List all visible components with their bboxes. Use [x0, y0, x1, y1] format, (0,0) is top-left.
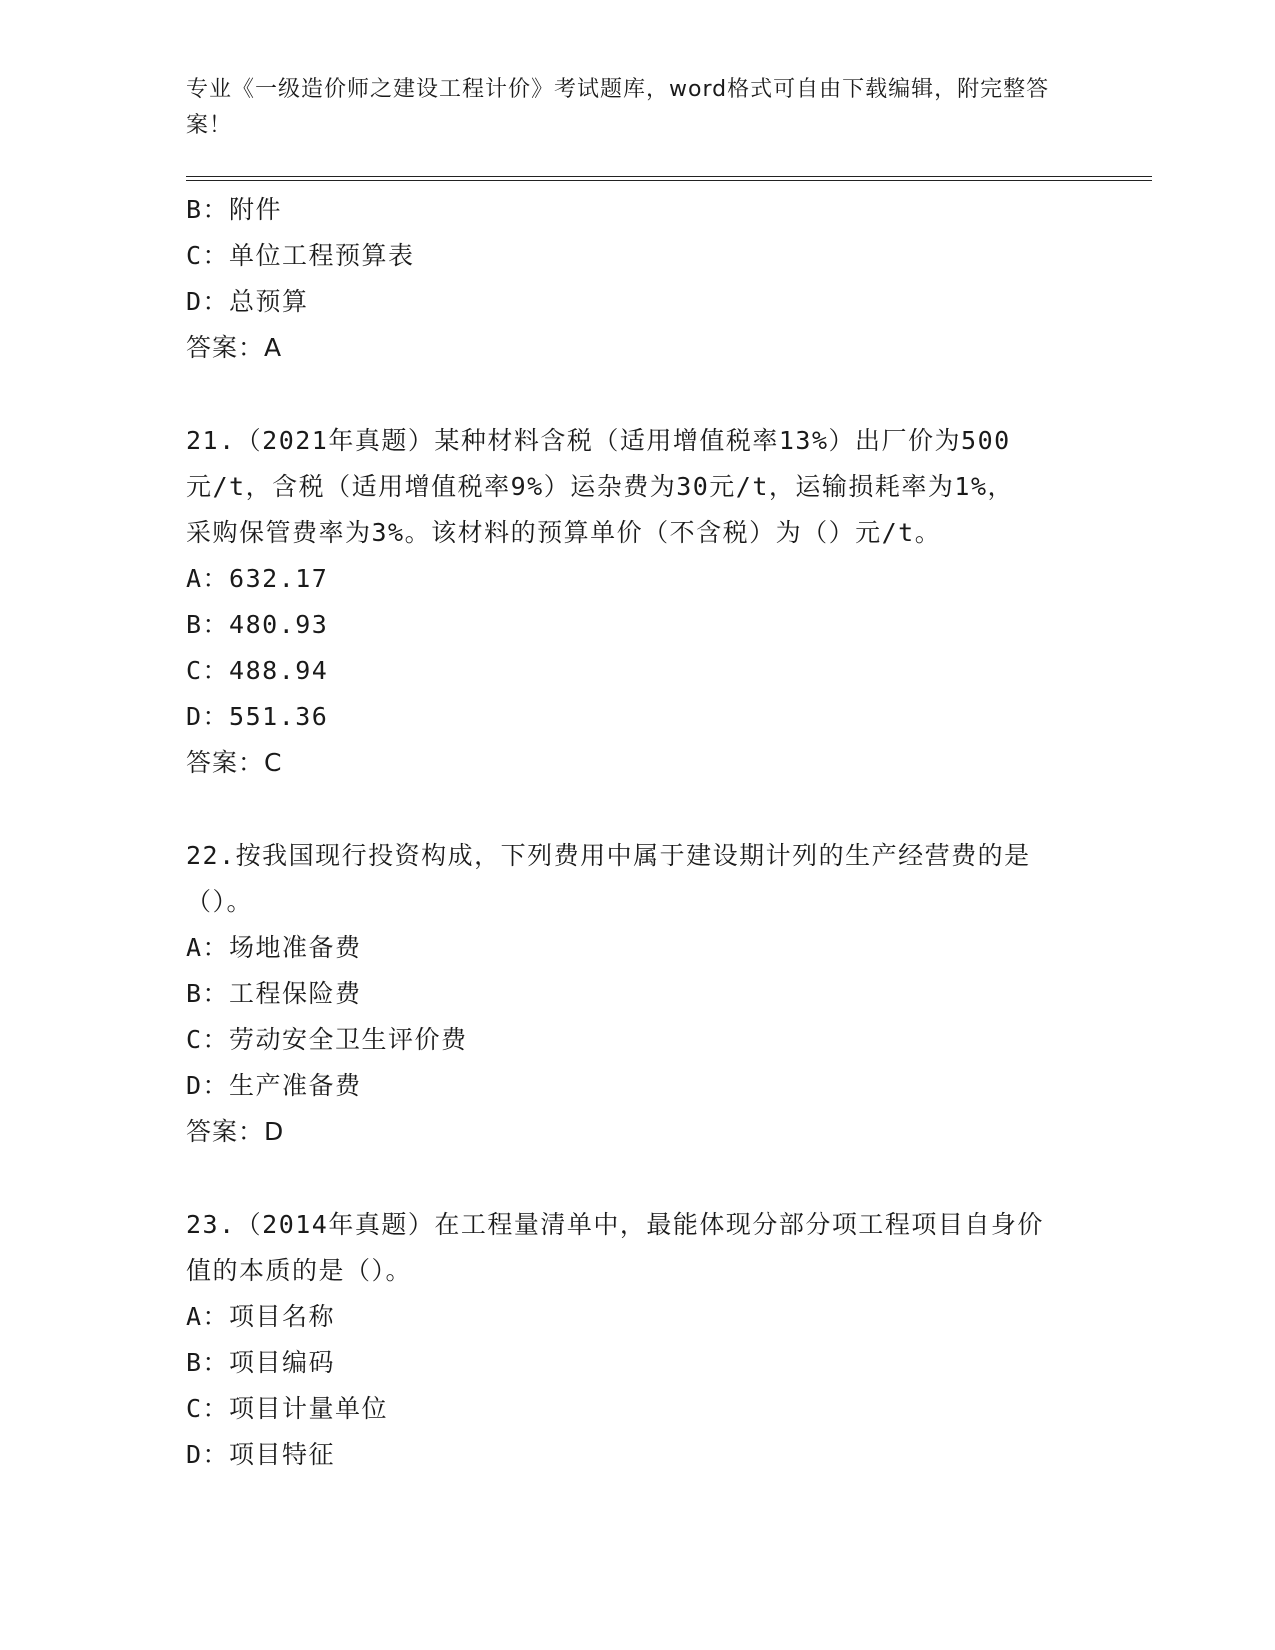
- answer-value: C: [264, 748, 283, 777]
- option-b: B：480.93: [186, 610, 329, 639]
- option-b: B：附件: [186, 195, 283, 224]
- option-b: B：工程保险费: [186, 979, 362, 1008]
- option-d: D：项目特征: [186, 1440, 336, 1469]
- header-divider: [186, 176, 1152, 181]
- answer-label: 答案：: [186, 1117, 265, 1146]
- option-c: C：劳动安全卫生评价费: [186, 1025, 468, 1054]
- answer-value: D: [264, 1117, 285, 1146]
- option-d: D：551.36: [186, 702, 329, 731]
- option-c: C：单位工程预算表: [186, 241, 415, 270]
- question-stem: 21.（2021年真题）某种材料含税（适用增值税率13%）出厂价为500元/t，含税（适用增值税率9%）运杂费为30元/t，运输损耗率为1%，采购保管费率为3%。该材料的预算单价（不含税）为（）元/t。: [186, 426, 1015, 547]
- question-stem: 23.（2014年真题）在工程量清单中，最能体现分部分项工程项目自身价值的本质的是（）。: [186, 1210, 1044, 1285]
- option-c: C：488.94: [186, 656, 329, 685]
- option-c: C：项目计量单位: [186, 1394, 389, 1423]
- option-b: B：项目编码: [186, 1348, 336, 1377]
- option-d: D：总预算: [186, 287, 309, 316]
- answer-value: A: [264, 333, 283, 362]
- answer-line: [186, 740, 1086, 786]
- answer-line: [186, 325, 1086, 371]
- option-d: D：生产准备费: [186, 1071, 362, 1100]
- question-21: [186, 418, 1086, 786]
- answer-line: [186, 1109, 1086, 1155]
- page-header: 专业《一级造价师之建设工程计价》考试题库，word格式可自由下载编辑，附完整答案！: [186, 77, 1050, 138]
- question-23: [186, 1202, 1086, 1478]
- option-a: A：场地准备费: [186, 933, 362, 962]
- question-stem: 22.按我国现行投资构成，下列费用中属于建设期计列的生产经营费的是（）。: [186, 841, 1031, 916]
- answer-label: 答案：: [186, 333, 265, 362]
- option-a: A：632.17: [186, 564, 329, 593]
- question-list: [186, 187, 1086, 1478]
- answer-label: 答案：: [186, 748, 265, 777]
- question-22: [186, 833, 1086, 1155]
- question-20-tail: [186, 187, 1086, 371]
- option-a: A：项目名称: [186, 1302, 336, 1331]
